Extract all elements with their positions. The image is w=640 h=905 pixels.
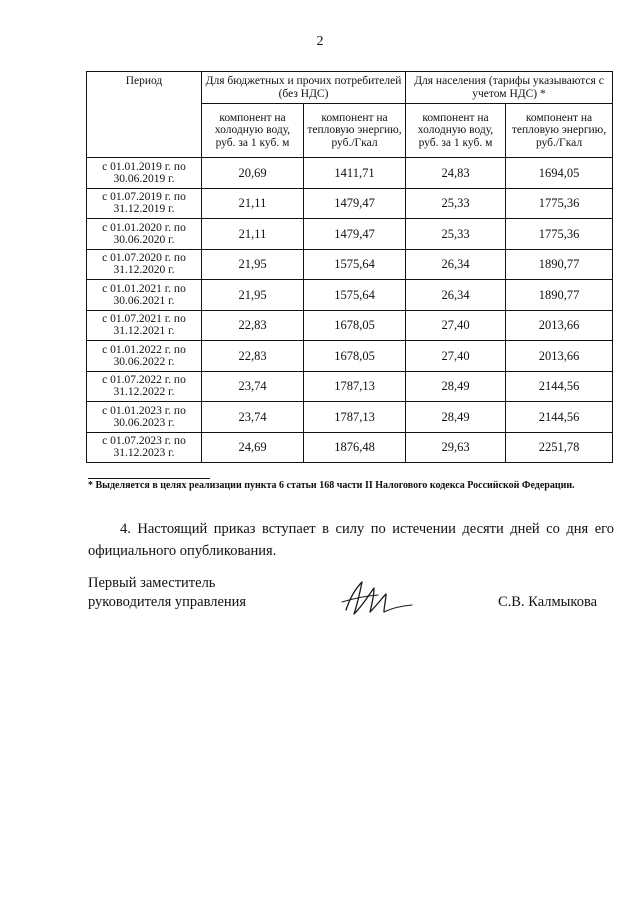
table-row [87,249,613,280]
cell-budget-heat: 1876,48 [304,432,406,463]
table-row [87,371,613,402]
header-period: Период [87,72,202,158]
table-row [87,432,613,463]
cell-population-cold-water: 24,83 [406,158,506,189]
table-row [87,280,613,311]
cell-period: с 01.01.2020 г. по 30.06.2020 г. [87,219,202,250]
cell-budget-cold-water: 20,69 [202,158,304,189]
cell-population-heat: 1890,77 [506,280,613,311]
signatory-title-line: Первый заместитель [88,575,216,591]
cell-budget-heat: 1787,13 [304,371,406,402]
cell-period: с 01.07.2019 г. по 31.12.2019 г. [87,188,202,219]
signatory-name: С.В. Калмыкова [498,594,598,610]
cell-period: с 01.07.2022 г. по 31.12.2022 г. [87,371,202,402]
footnote: * Выделяется в целях реализации пункта 6 статьи 168 части II Налогового кодекса Российской Федерации. [88,480,575,491]
cell-population-heat: 1775,36 [506,188,613,219]
cell-budget-cold-water: 23,74 [202,371,304,402]
cell-population-cold-water: 29,63 [406,432,506,463]
cell-budget-cold-water: 21,11 [202,188,304,219]
cell-budget-cold-water: 21,95 [202,280,304,311]
cell-budget-cold-water: 22,83 [202,341,304,372]
cell-budget-heat: 1787,13 [304,402,406,433]
cell-period: с 01.01.2019 г. по 30.06.2019 г. [87,158,202,189]
cell-population-cold-water: 28,49 [406,402,506,433]
page-number: 2 [316,34,324,49]
cell-period: с 01.01.2023 г. по 30.06.2023 г. [87,402,202,433]
cell-period: с 01.07.2023 г. по 31.12.2023 г. [87,432,202,463]
cell-population-cold-water: 26,34 [406,249,506,280]
cell-budget-heat: 1575,64 [304,249,406,280]
cell-period: с 01.01.2022 г. по 30.06.2022 г. [87,341,202,372]
cell-population-heat: 1890,77 [506,249,613,280]
table-row [87,310,613,341]
signatory-title [88,574,246,612]
cell-budget-cold-water: 21,95 [202,249,304,280]
header-budget-cold-water: компонент на холодную воду, руб. за 1 куб. м [202,104,304,158]
cell-period: с 01.07.2020 г. по 31.12.2020 г. [87,249,202,280]
cell-budget-cold-water: 21,11 [202,219,304,250]
cell-population-cold-water: 27,40 [406,310,506,341]
footnote-divider [88,478,210,479]
table-row [87,158,613,189]
cell-population-heat: 2144,56 [506,371,613,402]
table-row [87,341,613,372]
cell-population-heat: 1775,36 [506,219,613,250]
handwritten-signature [338,574,418,624]
header-budget-heat: компонент на тепловую энергию, руб./Гкал [304,104,406,158]
cell-budget-cold-water: 22,83 [202,310,304,341]
cell-budget-cold-water: 23,74 [202,402,304,433]
cell-budget-heat: 1479,47 [304,219,406,250]
cell-population-cold-water: 26,34 [406,280,506,311]
cell-budget-heat: 1678,05 [304,310,406,341]
cell-budget-heat: 1575,64 [304,280,406,311]
cell-population-heat: 1694,05 [506,158,613,189]
cell-population-heat: 2251,78 [506,432,613,463]
header-population-cold-water: компонент на холодную воду, руб. за 1 куб. м [406,104,506,158]
tariff-table [86,71,613,463]
cell-period: с 01.01.2021 г. по 30.06.2021 г. [87,280,202,311]
cell-population-heat: 2144,56 [506,402,613,433]
table-row [87,402,613,433]
header-population: Для населения (тарифы указываются с учетом НДС) * [406,72,613,104]
table-row [87,188,613,219]
header-budget-consumers: Для бюджетных и прочих потребителей (без НДС) [202,72,406,104]
cell-budget-heat: 1678,05 [304,341,406,372]
cell-period: с 01.07.2021 г. по 31.12.2021 г. [87,310,202,341]
table-row [87,219,613,250]
cell-population-cold-water: 25,33 [406,188,506,219]
cell-population-cold-water: 27,40 [406,341,506,372]
cell-population-cold-water: 28,49 [406,371,506,402]
cell-population-heat: 2013,66 [506,341,613,372]
cell-population-heat: 2013,66 [506,310,613,341]
cell-budget-heat: 1479,47 [304,188,406,219]
paragraph-effective-date: 4. Настоящий приказ вступает в силу по истечении десяти дней со дня его официального опубликования. [88,521,614,559]
tariff-table-body [87,158,613,463]
cell-population-cold-water: 25,33 [406,219,506,250]
signatory-title-line: руководителя управления [88,594,247,610]
cell-budget-heat: 1411,71 [304,158,406,189]
cell-budget-cold-water: 24,69 [202,432,304,463]
header-population-heat: компонент на тепловую энергию, руб./Гкал [506,104,613,158]
